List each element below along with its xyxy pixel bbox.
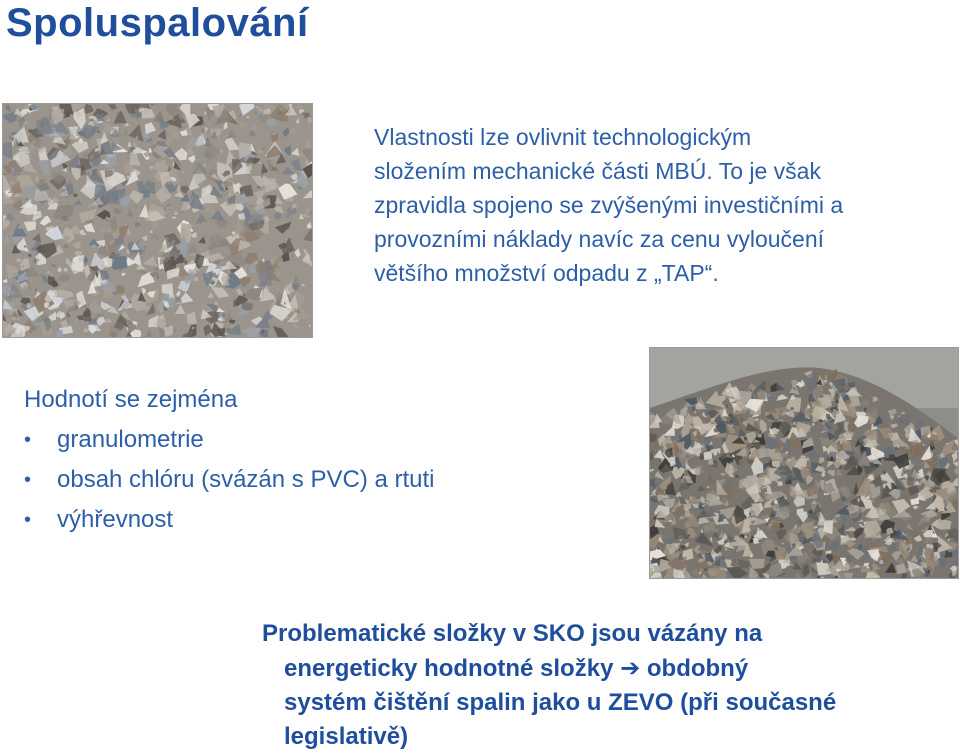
criteria-section <box>24 380 624 540</box>
intro-line: zpravidla spojeno se zvýšenými investičními a <box>374 192 844 218</box>
bullet-icon: • <box>24 429 32 451</box>
intro-line: většího množství odpadu z „TAP“. <box>374 260 719 286</box>
list-item-label: obsah chlóru (svázán s PVC) a rtuti <box>57 466 435 493</box>
list-item <box>24 420 624 460</box>
intro-line: provozními náklady navíc za cenu vyloučení <box>374 226 825 252</box>
note-line-text: obdobný <box>646 655 749 682</box>
criteria-heading: Hodnotí se zejména <box>24 386 238 413</box>
list-item-label: granulometrie <box>57 426 204 453</box>
bullet-icon: • <box>24 469 32 491</box>
list-item <box>24 500 624 540</box>
shredded-waste-photo <box>2 103 313 338</box>
intro-paragraph <box>374 120 954 290</box>
intro-line: složením mechanické části MBÚ. To je však <box>374 158 821 184</box>
list-item <box>24 460 624 500</box>
list-item-label: výhřevnost <box>57 506 174 533</box>
note-line-text: energeticky hodnotné složky <box>284 655 614 682</box>
criteria-list <box>24 420 624 540</box>
note-line: legislativě) <box>284 723 409 750</box>
note-line <box>262 651 952 686</box>
intro-line: Vlastnosti lze ovlivnit technologickým <box>374 124 752 150</box>
note-line: systém čištění spalin jako u ZEVO (při současné <box>284 689 837 716</box>
slide-title: Spoluspalování <box>6 1 309 45</box>
waste-pile-photo <box>649 347 959 579</box>
arrow-right-icon: ➔ <box>620 654 641 682</box>
conclusion-note <box>262 617 952 754</box>
bullet-icon: • <box>24 509 32 531</box>
note-line: Problematické složky v SKO jsou vázány na <box>262 620 763 647</box>
